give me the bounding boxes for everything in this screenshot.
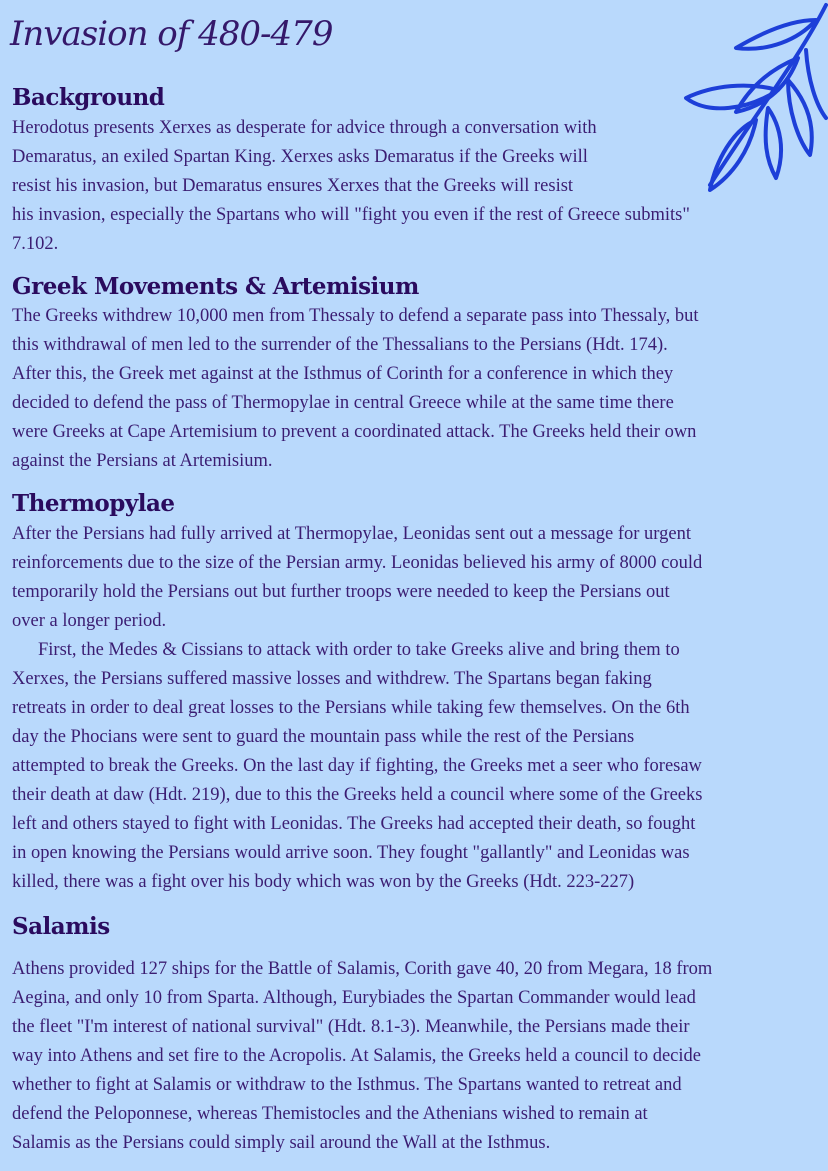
page-title: Invasion of 480-479 (10, 14, 333, 54)
section-body-background (12, 114, 690, 259)
text-line: defend the Peloponnese, whereas Themistocles and the Athenians wished to remain at (12, 1104, 648, 1124)
section-heading-greek-movements: Greek Movements & Artemisium (12, 273, 419, 300)
text-line: After this, the Greek met against at the Isthmus of Corinth for a conference in which they (12, 364, 674, 384)
text-line: killed, there was a fight over his body which was won by the Greeks (Hdt. 223-227) (12, 872, 635, 892)
section-heading-background: Background (12, 84, 165, 111)
text-line: over a longer period. (12, 611, 167, 631)
text-line: Herodotus presents Xerxes as desperate for advice through a conversation with (12, 118, 597, 138)
section-heading-thermopylae: Thermopylae (12, 490, 175, 517)
section-heading-salamis: Salamis (12, 913, 110, 940)
text-line: Demaratus, an exiled Spartan King. Xerxes asks Demaratus if the Greeks will (12, 147, 588, 167)
text-line: in open knowing the Persians would arrive soon. They fought "gallantly" and Leonidas was (12, 843, 690, 863)
text-line: his invasion, especially the Spartans who will "fight you even if the rest of Greece submits" (12, 205, 690, 225)
section-body-salamis (12, 955, 712, 1158)
text-line: reinforcements due to the size of the Persian army. Leonidas believed his army of 8000 could (12, 553, 703, 573)
section-body-thermopylae (12, 520, 702, 897)
text-line: this withdrawal of men led to the surrender of the Thessalians to the Persians (Hdt. 174). (12, 335, 668, 355)
text-line: day the Phocians were sent to guard the mountain pass while the rest of the Persians (12, 727, 635, 747)
text-line: Xerxes, the Persians suffered massive losses and withdrew. The Spartans began faking (12, 669, 652, 689)
text-line: attempted to break the Greeks. On the last day if fighting, the Greeks met a seer who foresaw (12, 756, 702, 776)
text-line: the fleet "I'm interest of national survival" (Hdt. 8.1-3). Meanwhile, the Persians made their (12, 1017, 690, 1037)
text-line: temporarily hold the Persians out but further troops were needed to keep the Persians out (12, 582, 670, 602)
text-line: The Greeks withdrew 10,000 men from Thessaly to defend a separate pass into Thessaly, but (12, 306, 699, 326)
text-line: After the Persians had fully arrived at Thermopylae, Leonidas sent out a message for urgent (12, 524, 691, 544)
text-line: decided to defend the pass of Thermopylae in central Greece while at the same time there (12, 393, 674, 413)
text-line: First, the Medes & Cissians to attack with order to take Greeks alive and bring them to (38, 640, 680, 660)
text-line: way into Athens and set fire to the Acropolis. At Salamis, the Greeks held a council to decide (12, 1046, 701, 1066)
section-body-greek-movements (12, 302, 699, 476)
text-line: 7.102. (12, 234, 59, 254)
text-line: whether to fight at Salamis or withdraw to the Isthmus. The Spartans wanted to retreat and (12, 1075, 682, 1095)
text-line: against the Persians at Artemisium. (12, 451, 273, 471)
text-line: retreats in order to deal great losses to the Persians while taking few themselves. On the 6th (12, 698, 690, 718)
text-line: were Greeks at Cape Artemisium to prevent a coordinated attack. The Greeks held their own (12, 422, 697, 442)
text-line: resist his invasion, but Demaratus ensures Xerxes that the Greeks will resist (12, 176, 574, 196)
text-line: Aegina, and only 10 from Sparta. Although, Eurybiades the Spartan Commander would lead (12, 988, 696, 1008)
text-line: Athens provided 127 ships for the Battle of Salamis, Corith gave 40, 20 from Megara, 18 from (12, 959, 713, 979)
text-line: Salamis as the Persians could simply sail around the Wall at the Isthmus. (12, 1133, 551, 1153)
text-line: left and others stayed to fight with Leonidas. The Greeks had accepted their death, so fought (12, 814, 696, 834)
text-line: their death at daw (Hdt. 219), due to this the Greeks held a council where some of the Greeks (12, 785, 703, 805)
